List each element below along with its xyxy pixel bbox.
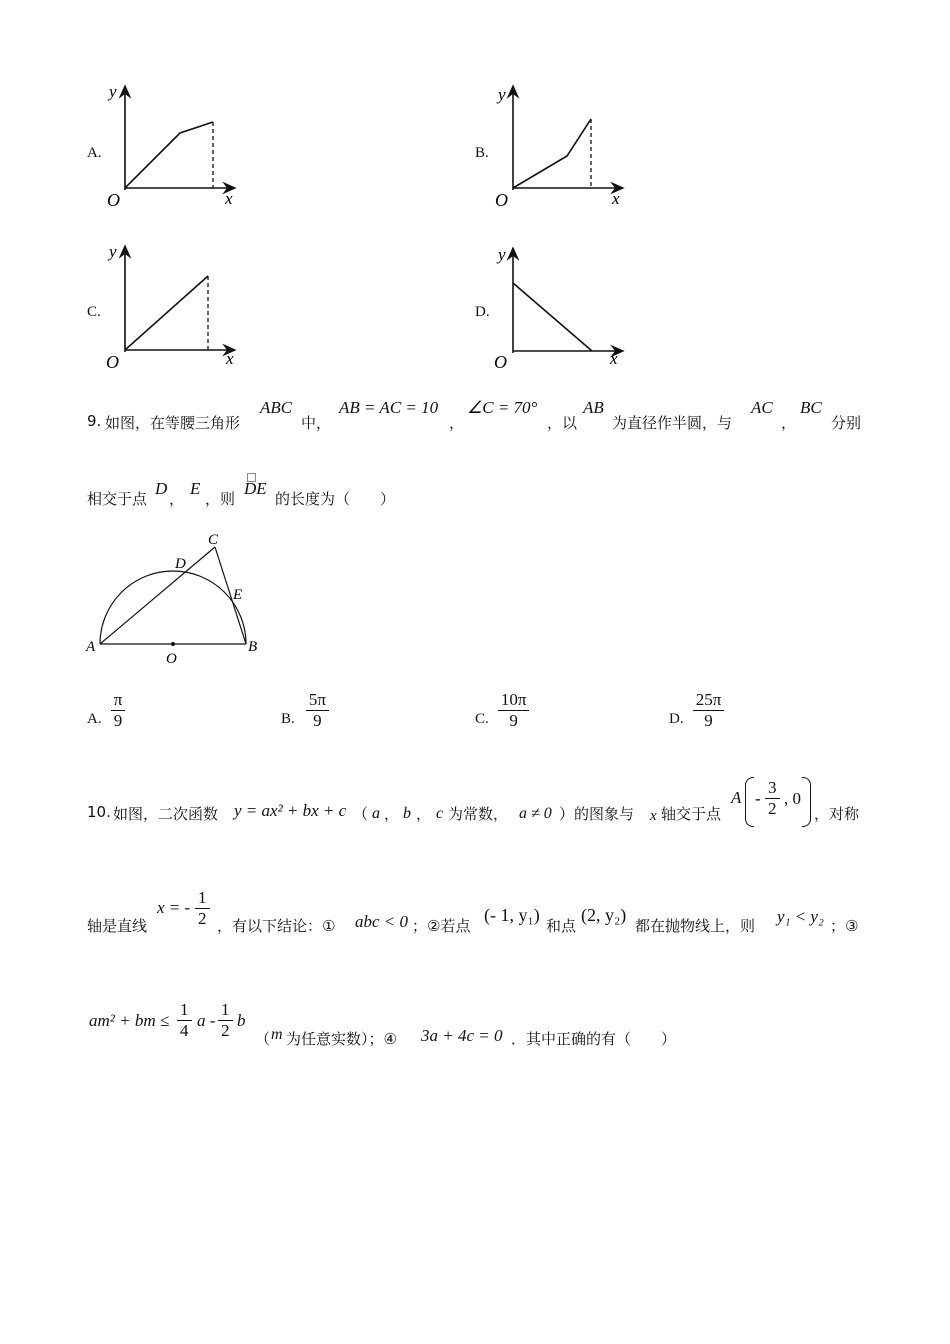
q10-fraction [765,778,780,819]
q10-text: 为任意实数）；④ [286,1030,397,1048]
q10-point-a: A [731,788,742,807]
q9-text: 如图，在等腰三角形 [105,414,241,432]
q9-figure [82,525,272,670]
q10-conclusion-2: y₁ < y₂ [777,907,824,926]
origin-label: O [106,352,119,372]
y-label: y [498,245,506,264]
numerator: 3 [765,778,780,799]
label-e: E [233,587,243,603]
q9-choice-c[interactable] [475,690,529,731]
q10-conclusion-3-mid: a - [197,1011,216,1030]
q10-var: b [403,805,411,822]
label-b: B [248,639,258,655]
q10-fraction [218,1000,233,1041]
q10-conclusion-3: am² + bm ≤ [89,1011,170,1030]
y-label: y [109,242,117,261]
choice-label: D. [669,711,684,727]
choice-fraction [693,690,725,731]
denominator: 2 [221,1021,230,1040]
q10-text: ， [416,805,432,823]
q9-point: E [190,479,201,498]
q9-diameter: AB [583,398,604,417]
origin-label: O [107,190,120,210]
q10-sign: - [755,789,761,808]
x-label: x [226,349,234,368]
q9-line-2 [87,476,487,516]
q10-text: 如图，二次函数 [113,805,219,823]
y-label: y [109,82,117,101]
denominator: 9 [113,711,123,730]
graph-line [125,122,213,188]
q9-side: AC [751,398,773,417]
q9-point: D [155,479,168,498]
q10-text: ；③ [830,917,859,935]
q9-text: ， [781,414,797,432]
q9-side: BC [800,398,822,417]
q10-text: （ [353,805,369,823]
numerator: 1 [195,888,210,909]
graph-b [488,78,633,213]
q9-choice-a[interactable] [87,690,125,731]
center-dot [171,642,175,646]
q9-text: ，以 [547,414,578,432]
q10-conclusion-1: abc < 0 [355,912,409,931]
choice-label: C. [475,711,489,727]
right-paren [802,777,811,827]
q9-text: ，则 [205,490,236,508]
segment-ac [100,547,215,644]
q10-text: ，有以下结论：① [217,917,336,935]
q10-function: y = ax² + bx + c [234,801,347,820]
q10-text: ， [384,805,400,823]
q10-point-1: (- 1, y₁) [484,905,540,925]
denominator: 9 [509,711,518,730]
q9-text: 为直径作半圆，与 [612,414,733,432]
denominator: 9 [313,711,322,730]
q9-text: 的长度为（ ） [275,490,396,508]
q10-conclusion-3-tail: b [237,1011,246,1030]
q9-angle: ∠C = 70° [467,398,538,417]
q10-number: 10. [87,803,111,821]
q10-point-2: (2, y₂) [581,905,627,925]
label-d: D [175,556,186,572]
graph-d [488,238,633,373]
q10-text: 轴是直线 [87,917,148,935]
q10-text: 轴交于点 [661,805,722,823]
q9-triangle: ABC [260,398,293,417]
q10-text: ；②若点 [412,917,471,935]
left-paren [745,777,754,827]
q10-axis: x = - [157,898,191,917]
origin-label: O [495,190,508,210]
choice-label: A. [87,711,102,727]
q9-choice-b[interactable] [281,690,329,731]
q10-text: （ [255,1030,271,1048]
q9-number: 9. [87,412,102,430]
graph-a [100,78,245,213]
option-c-label: C. [87,304,101,320]
q10-line-2 [87,885,867,940]
q9-text: ， [169,490,185,508]
denominator: 2 [768,799,777,818]
graph-line [513,283,592,351]
numerator: 1 [218,1000,233,1021]
x-label: x [225,189,233,208]
option-a-label: A. [87,145,102,161]
q10-text: 和点 [546,917,577,935]
numerator: 5π [306,690,329,711]
numerator: 1 [177,1000,192,1021]
y-label: y [498,85,506,104]
label-a: A [86,639,96,655]
q10-text: ．其中正确的有（ ） [511,1030,677,1048]
q10-var: m [271,1026,283,1043]
q10-var: a [372,805,380,822]
denominator: 9 [704,711,713,730]
q9-text: 相交于点 [87,490,148,508]
q9-line-1 [87,397,867,437]
q10-fraction [177,1000,192,1041]
graph-line [125,276,208,350]
q9-text: ， [449,414,465,432]
q9-equation: AB = AC = 10 [339,398,439,417]
q10-text: 都在抛物线上，则 [635,917,756,935]
q10-text: 为常数， [448,805,509,823]
q10-point-tail: , 0 [784,789,801,808]
q10-line-1 [87,775,867,830]
choice-label: B. [281,711,295,727]
q10-line-3 [87,998,867,1053]
option-d-label: D. [475,304,490,320]
x-label: x [612,189,620,208]
q9-choice-d[interactable] [669,690,724,731]
q9-text: 分别 [831,414,862,432]
label-o: O [166,651,177,667]
x-label: x [610,349,618,368]
numerator: 10π [498,690,530,711]
denominator: 2 [198,909,207,928]
q9-text: 中， [301,414,332,432]
denominator: 4 [180,1021,189,1040]
origin-label: O [494,352,507,372]
label-c: C [208,532,219,548]
choice-fraction [306,690,329,731]
option-b-label: B. [475,145,489,161]
q10-condition: a ≠ 0 [519,805,552,822]
graph-c [100,238,245,373]
q10-fraction [195,888,210,929]
q10-var: c [436,805,444,822]
q10-text: ，对称 [814,805,860,823]
q10-text: ）的图象与 [559,805,635,823]
numerator: π [111,690,126,711]
numerator: 25π [693,690,725,711]
q9-arc: DE [244,479,267,498]
choice-fraction [498,690,530,731]
q10-var: x [650,808,657,824]
q10-conclusion-4: 3a + 4c = 0 [421,1026,503,1045]
graph-line [513,119,591,188]
choice-fraction [111,690,126,731]
